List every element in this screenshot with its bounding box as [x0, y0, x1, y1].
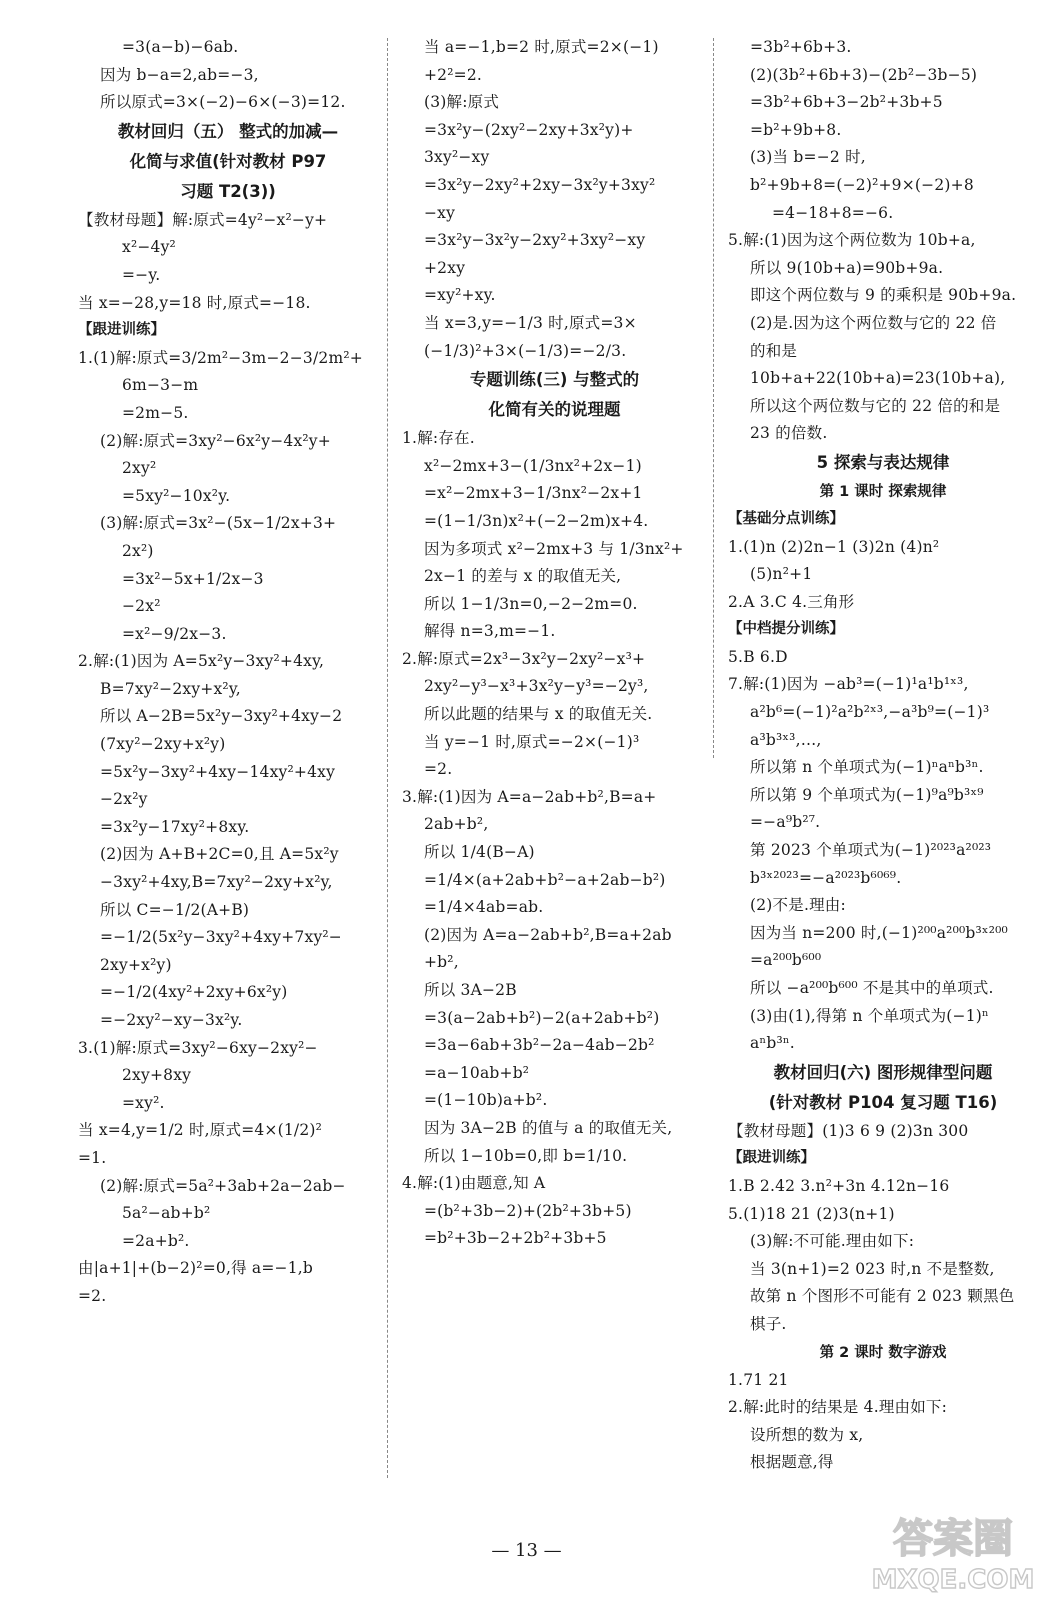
- text-line: =3x²y−17xy²+8xy.: [100, 817, 250, 836]
- text-line: 2.解:此时的结果是 4.理由如下:: [728, 1398, 948, 1417]
- text-line: 23 的倍数.: [750, 424, 828, 443]
- text-line: (2)因为 A+B+2C=0,且 A=5x²y: [100, 845, 339, 864]
- section-heading: (针对教材 P104 复习题 T16): [768, 1092, 998, 1112]
- section-heading: 第 2 课时 数字游戏: [819, 1344, 947, 1361]
- text-line: 6m−3−m: [122, 376, 199, 395]
- text-line: 当 x=−28,y=18 时,原式=−18.: [78, 293, 311, 312]
- text-line: =−1/2(5x²y−3xy²+4xy+7xy²−: [100, 928, 342, 947]
- text-line: 所以 −a²⁰⁰b⁶⁰⁰ 不是其中的单项式.: [750, 979, 994, 997]
- section-tag: 【基础分点训练】: [728, 510, 844, 527]
- text-line: 所以第 9 个单项式为(−1)⁹a⁹b³ˣ⁹: [750, 785, 984, 804]
- text-line: 2.解:(1)因为 A=5x²y−3xy²+4xy,: [78, 652, 325, 671]
- text-line: 5.(1)18 21 (2)3(n+1): [728, 1204, 895, 1223]
- text-line: 1.B 2.42 3.n²+3n 4.12n−16: [728, 1176, 950, 1195]
- text-line: 4.解:(1)由题意,知 A: [402, 1174, 546, 1193]
- section-tag: 【跟进训练】: [728, 1150, 815, 1167]
- text-line: 【教材母题】(1)3 6 9 (2)3n 300: [728, 1121, 969, 1140]
- column-divider: [387, 38, 388, 1478]
- text-line: 根据题意,得: [750, 1453, 834, 1472]
- text-line: (3)解:原式: [424, 93, 500, 112]
- text-line: 所以 3A−2B: [424, 981, 517, 999]
- text-line: (3)由(1),得第 n 个单项式为(−1)ⁿ: [750, 1006, 989, 1025]
- text-line: a²b⁶=(−1)²a²b²ˣ³,−a³b⁹=(−1)³: [750, 703, 990, 722]
- text-line: (−1/3)²+3×(−1/3)=−2/3.: [424, 341, 627, 360]
- text-line: =3b²+6b+3−2b²+3b+5: [750, 93, 943, 112]
- text-line: 所以 1/4(B−A): [424, 843, 535, 862]
- text-line: 2x²): [122, 541, 154, 560]
- text-line: =−1/2(4xy²+2xy+6x²y): [100, 983, 288, 1002]
- text-line: 所以 A−2B=5x²y−3xy²+4xy−2: [100, 707, 343, 726]
- section-heading: 5 探索与表达规律: [816, 452, 950, 472]
- section-heading: 化简与求值(针对教材 P97: [129, 151, 327, 171]
- text-line: (2)解:原式=5a²+3ab+2a−2ab−: [100, 1176, 346, 1195]
- text-line: =3a−6ab+3b²−2a−4ab−2b²: [424, 1036, 655, 1055]
- text-line: =2a+b².: [122, 1231, 190, 1250]
- text-line: =b²+9b+8.: [750, 120, 842, 139]
- text-line: B=7xy²−2xy+x²y,: [100, 679, 241, 698]
- page-number: — 13 —: [491, 1540, 562, 1561]
- text-line: 5a²−ab+b²: [122, 1204, 211, 1223]
- text-line: 7.解:(1)因为 −ab³=(−1)¹a¹b¹ˣ³,: [728, 675, 969, 694]
- text-line: 2xy+8xy: [122, 1066, 192, 1085]
- text-line: =1/4×(a+2ab+b²−a+2ab−b²): [424, 870, 666, 889]
- text-line: x²−2mx+3−(1/3nx²+2x−1): [424, 456, 642, 475]
- column-left: [78, 34, 378, 1311]
- text-line: 当 x=4,y=1/2 时,原式=4×(1/2)²: [78, 1121, 323, 1140]
- text-line: 1.(1)n (2)2n−1 (3)2n (4)n²: [728, 537, 940, 556]
- text-line: =a²⁰⁰b⁶⁰⁰: [750, 951, 822, 970]
- text-line: =1.: [78, 1148, 107, 1167]
- text-line: =xy².: [122, 1093, 165, 1112]
- text-line: 所以 1−1/3n=0,−2−2m=0.: [424, 594, 638, 613]
- text-line: +b²,: [424, 953, 459, 972]
- text-line: 3xy²−xy: [424, 148, 490, 167]
- text-line: +2xy: [424, 258, 466, 277]
- text-line: 设所想的数为 x,: [750, 1425, 864, 1444]
- text-line: (2)不是.理由:: [750, 896, 846, 915]
- text-line: (7xy²−2xy+x²y): [100, 735, 226, 754]
- text-line: 所以 9(10b+a)=90b+9a.: [750, 258, 944, 277]
- text-line: 因为多项式 x²−2mx+3 与 1/3nx²+: [424, 539, 684, 558]
- text-line: =(1−1/3n)x²+(−2−2m)x+4.: [424, 511, 649, 530]
- text-line: 当 3(n+1)=2 023 时,n 不是整数,: [750, 1259, 995, 1278]
- section-heading: 教材回归（五） 整式的加减—: [117, 121, 339, 141]
- text-line: =2.: [424, 760, 453, 779]
- text-line: 3.(1)解:原式=3xy²−6xy−2xy²−: [78, 1038, 318, 1057]
- section-heading: 习题 T2(3)): [180, 181, 276, 201]
- text-line: =3b²+6b+3.: [750, 38, 852, 56]
- text-line: 2x−1 的差与 x 的取值无关,: [424, 567, 622, 586]
- text-line: 2.解:原式=2x³−3x²y−2xy²−x³+: [402, 649, 646, 668]
- text-line: 的和是: [750, 341, 798, 360]
- text-line: (5)n²+1: [750, 565, 813, 584]
- text-line: (3)解:不可能.理由如下:: [750, 1232, 915, 1251]
- watermark-url: MXQE.COM: [871, 1565, 1035, 1594]
- text-line: 由|a+1|+(b−2)²=0,得 a=−1,b: [78, 1259, 314, 1278]
- text-line: 所以原式=3×(−2)−6×(−3)=12.: [100, 93, 346, 112]
- text-line: 因为 3A−2B 的值与 a 的取值无关,: [424, 1118, 673, 1137]
- text-line: 5.B 6.D: [728, 647, 788, 666]
- text-line: =3x²y−2xy²+2xy−3x²y+3xy²: [424, 175, 656, 194]
- section-heading: 教材回归(六) 图形规律型问题: [773, 1062, 993, 1082]
- text-line: 5.解:(1)因为这个两位数为 10b+a,: [728, 231, 976, 250]
- text-line: (3)解:原式=3x²−(5x−1/2x+3+: [100, 514, 337, 533]
- text-line: =3(a−b)−6ab.: [122, 38, 239, 56]
- text-line: (2)解:原式=3xy²−6x²y−4x²y+: [100, 431, 331, 450]
- section-tag: 【中档提分训练】: [728, 621, 844, 638]
- section-heading: 化简有关的说理题: [488, 400, 621, 420]
- text-line: =b²+3b−2+2b²+3b+5: [424, 1229, 607, 1248]
- text-line: (2)是.因为这个两位数与它的 22 倍: [750, 313, 997, 332]
- column-middle: [402, 34, 707, 1253]
- watermark-text: 答案圈: [893, 1516, 1013, 1562]
- text-line: (3)当 b=−2 时,: [750, 148, 866, 167]
- text-line: =3x²y−(2xy²−2xy+3x²y)+: [424, 120, 634, 139]
- watermark-logo: [868, 1508, 1038, 1594]
- text-line: 当 a=−1,b=2 时,原式=2×(−1): [424, 38, 659, 56]
- text-line: =3(a−2ab+b²)−2(a+2ab+b²): [424, 1008, 660, 1027]
- text-line: aⁿb³ⁿ.: [750, 1034, 795, 1053]
- section-heading: 专题训练(三) 与整式的: [469, 370, 640, 390]
- text-line: (2)(3b²+6b+3)−(2b²−3b−5): [750, 65, 978, 84]
- text-line: 因为 b−a=2,ab=−3,: [100, 65, 259, 84]
- text-line: −2x²y: [100, 790, 148, 809]
- section-heading: 第 1 课时 探索规律: [819, 483, 947, 500]
- text-line: 故第 n 个图形不可能有 2 023 颗黑色: [750, 1287, 1015, 1306]
- text-line: −3xy²+4xy,B=7xy²−2xy+x²y,: [100, 873, 333, 892]
- text-line: =5x²y−3xy²+4xy−14xy²+4xy: [100, 762, 336, 781]
- text-line: 解得 n=3,m=−1.: [424, 622, 556, 641]
- text-line: 1.解:存在.: [402, 429, 475, 448]
- text-line: 当 x=3,y=−1/3 时,原式=3×: [424, 313, 637, 332]
- text-line: =−2xy²−xy−3x²y.: [100, 1011, 243, 1029]
- text-line: =x²−2mx+3−1/3nx²−2x+1: [424, 484, 643, 503]
- text-line: b²+9b+8=(−2)²+9×(−2)+8: [750, 175, 974, 194]
- text-line: 【教材母题】解:原式=4y²−x²−y+: [78, 210, 328, 229]
- column-right: [728, 34, 1038, 1477]
- text-line: x²−4y²: [122, 238, 176, 257]
- text-line: 即这个两位数与 9 的乘积是 90b+9a.: [750, 286, 1017, 305]
- text-line: 所以 C=−1/2(A+B): [100, 900, 250, 919]
- text-line: 所以 1−10b=0,即 b=1/10.: [424, 1146, 628, 1165]
- text-line: =1/4×4ab=ab.: [424, 898, 544, 917]
- text-line: −2x²: [122, 597, 161, 616]
- text-line: 因为当 n=200 时,(−1)²⁰⁰a²⁰⁰b³ˣ²⁰⁰: [750, 923, 1008, 942]
- text-line: =(1−10b)a+b².: [424, 1091, 548, 1110]
- text-line: =4−18+8=−6.: [772, 203, 894, 222]
- text-line: =(b²+3b−2)+(2b²+3b+5): [424, 1201, 632, 1220]
- text-line: 2xy+x²y): [100, 955, 172, 974]
- text-line: =5xy²−10x²y.: [122, 486, 231, 505]
- text-line: =2.: [78, 1286, 107, 1305]
- text-line: =a−10ab+b²: [424, 1063, 530, 1082]
- text-line: 第 2023 个单项式为(−1)²⁰²³a²⁰²³: [750, 841, 992, 860]
- text-line: =x²−9/2x−3.: [122, 624, 227, 643]
- text-line: 1.(1)解:原式=3/2m²−3m−2−3/2m²+: [78, 348, 363, 367]
- text-line: 棋子.: [750, 1314, 787, 1333]
- section-tag: 【跟进训练】: [78, 322, 165, 339]
- text-line: 所以这个两位数与它的 22 倍的和是: [750, 396, 1001, 415]
- text-line: (2)因为 A=a−2ab+b²,B=a+2ab: [424, 925, 672, 944]
- text-line: 2xy²−y³−x³+3x²y−y³=−2y³,: [424, 677, 649, 696]
- text-line: +2²=2.: [424, 65, 483, 84]
- text-line: 2ab+b²,: [424, 815, 489, 834]
- column-divider: [713, 38, 714, 758]
- text-line: 1.71 21: [728, 1370, 789, 1389]
- text-line: b³ˣ²⁰²³=−a²⁰²³b⁶⁰⁶⁹.: [750, 868, 902, 887]
- text-line: 所以第 n 个单项式为(−1)ⁿaⁿb³ⁿ.: [750, 758, 984, 777]
- text-line: 3.解:(1)因为 A=a−2ab+b²,B=a+: [402, 787, 657, 806]
- text-line: =3x²−5x+1/2x−3: [122, 569, 264, 588]
- text-line: =2m−5.: [122, 403, 189, 422]
- text-line: −xy: [424, 203, 456, 222]
- text-line: =−y.: [122, 265, 161, 284]
- text-line: 2.A 3.C 4.三角形: [728, 592, 855, 611]
- text-line: =3x²y−3x²y−2xy²+3xy²−xy: [424, 231, 646, 250]
- text-line: =−a⁹b²⁷.: [750, 813, 821, 832]
- text-line: a³b³ˣ³,…,: [750, 730, 822, 749]
- text-line: 所以此题的结果与 x 的取值无关.: [424, 705, 653, 724]
- text-line: 当 y=−1 时,原式=−2×(−1)³: [424, 732, 640, 751]
- text-line: =xy²+xy.: [424, 286, 496, 305]
- text-line: 2xy²: [122, 459, 157, 478]
- text-line: 10b+a+22(10b+a)=23(10b+a),: [750, 369, 1006, 388]
